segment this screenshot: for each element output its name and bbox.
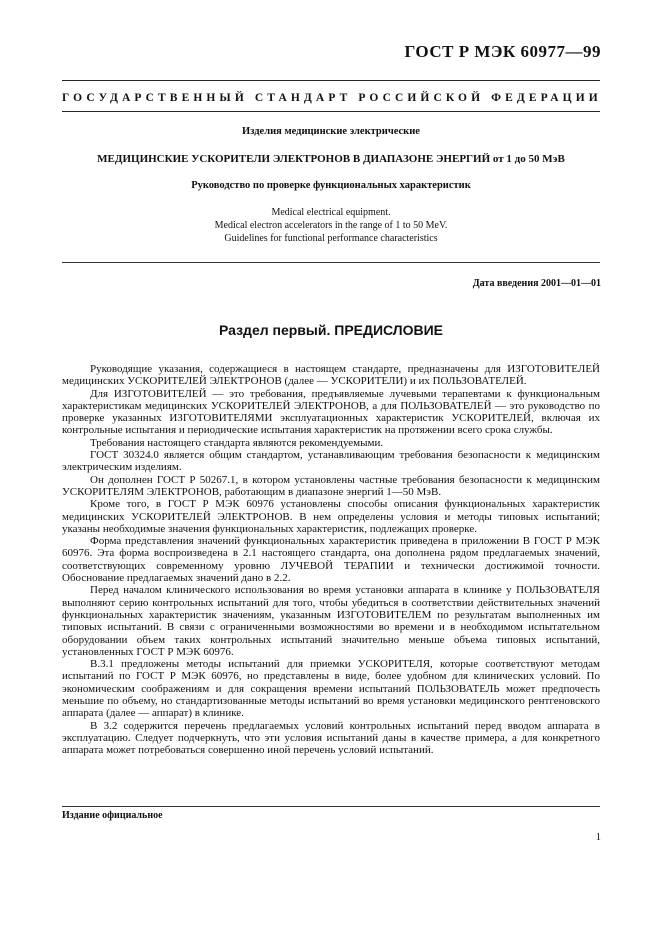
paragraph: Для ИЗГОТОВИТЕЛЕЙ — это требования, предъявляемые лучевыми терапевтами к функциональным характеристикам медицинских УСКОРИТЕЛЕЙ ЭЛЕКТРОНОВ, а для ПОЛЬЗОВАТЕЛЕЙ — это руководство по проверке указанных ИЗГОТОВИТЕЛЯМИ эксплуатационных характеристик УСКОРИТЕЛЕЙ, включая их контрольные испытания и периодические испытания характеристик на протяжении всего срока службы. [62,387,600,437]
introduction-date: Дата введения 2001—01—01 [472,278,601,289]
top-rule [62,80,600,81]
paragraph: ГОСТ 30324.0 является общим стандартом, устанавливающим требования безопасности к медицинским электрическим изделиям. [62,449,600,474]
english-title-line: Medical electron accelerators in the range of 1 to 50 MeV. [214,220,448,231]
guide-title-ru: Руководство по проверке функциональных характеристик [191,180,471,191]
subtitle-ru: Изделия медицинские электрические [242,126,420,137]
paragraph: Он дополнен ГОСТ Р 50267.1, в котором установлены частные требования безопасности к медицинским УСКОРИТЕЛЯМ ЭЛЕКТРОНОВ, работающим в диапазоне энергий 1—50 МэВ. [62,473,600,498]
paragraph: В 3.2 содержится перечень предлагаемых условий контрольных испытаний перед вводом аппарата в эксплуатацию. Следует подчеркнуть, что эти условия испытаний даны в качестве примера, а для конкретного аппарата может потребоваться совершенно иной перечень условий испытаний. [62,719,600,757]
english-title-line: Medical electrical equipment. [271,207,391,218]
section-title: Раздел первый. ПРЕДИСЛОВИЕ [218,322,444,338]
paragraph: В.3.1 предложены методы испытаний для приемки УСКОРИТЕЛЯ, которые соответствуют методам испытаний по ГОСТ Р МЭК 60976, но представлены в виде, более удобном для клинических условий. По экономическим соображениям и для сокращения времени испытаний ПОЛЬЗОВАТЕЛЬ может предпочесть меньшие по объему, но стандартизованные методы испытаний во время установки медицинского рентгеновского аппарата (далее — аппарат) в клинике. [62,658,600,720]
paragraph: Перед началом клинического использования во время установки аппарата в клинике у ПОЛЬЗОВАТЕЛЯ выполняют серию контрольных испытаний для того, чтобы убедиться в соответствии действительных значений функциональных характеристик значениям, указанным ИЗГОТОВИТЕЛЕМ по результатам выполненных им типовых испытаний. В связи с ограниченными возможностями во времени и в необходимом испытательном оборудовании объем таких контрольных испытаний значительно меньше объема типовых испытаний, установленных ГОСТ Р МЭК 60976. [62,584,600,658]
title-block-bottom-rule [62,262,600,263]
page-number: 1 [595,832,601,843]
footer-rule [62,806,600,807]
title-rule [62,111,600,112]
english-title-line: Guidelines for functional performance characteristics [224,233,438,244]
body-text [62,363,600,757]
main-title-ru: МЕДИЦИНСКИЕ УСКОРИТЕЛИ ЭЛЕКТРОНОВ В ДИАПАЗОНЕ ЭНЕРГИЙ от 1 до 50 МэВ [97,153,565,165]
document-id: ГОСТ Р МЭК 60977—99 [404,42,601,61]
paragraph: Кроме того, в ГОСТ Р МЭК 60976 установлены способы описания функциональных характеристик медицинских УСКОРИТЕЛЕЙ ЭЛЕКТРОНОВ. В нем определены условия и методы типовых испытаний; указаны необходимые значения функциональных характеристик, подлежащих проверке. [62,498,600,535]
state-standard-title: ГОСУДАРСТВЕННЫЙ СТАНДАРТ РОССИЙСКОЙ ФЕДЕРАЦИИ [62,92,602,104]
paragraph: Руководящие указания, содержащиеся в настоящем стандарте, предназначены для ИЗГОТОВИТЕЛЕЙ медицинских УСКОРИТЕЛЕЙ ЭЛЕКТРОНОВ (далее — УСКОРИТЕЛИ) и их ПОЛЬЗОВАТЕЛЕЙ. [62,363,600,388]
official-edition-label: Издание официальное [62,810,163,821]
paragraph: Требования настоящего стандарта являются рекомендуемыми. [90,436,384,449]
paragraph: Форма представления значений функциональных характеристик приведена в приложении В ГОСТ Р МЭК 60976. Эта форма воспроизведена в 2.1 настоящего стандарта, она дополнена рядом предлагаемых значений, соответствующих современному уровню ЛУЧЕВОЙ ТЕРАПИИ и технически достижимой точности. Обоснование предлагаемых значений дано в 2.2. [62,535,600,585]
